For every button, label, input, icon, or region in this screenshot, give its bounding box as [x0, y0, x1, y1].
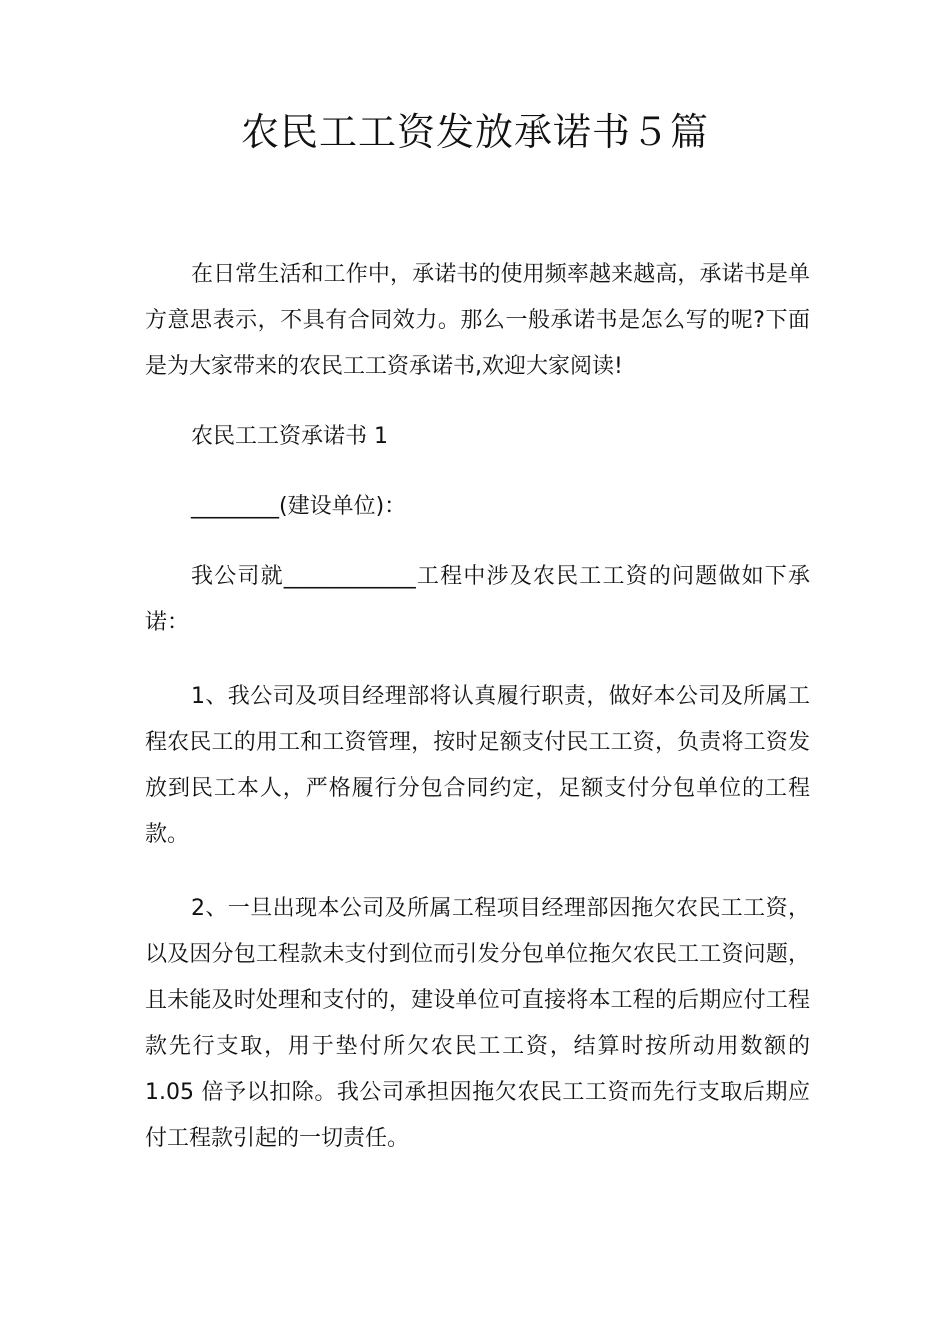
section-heading: 农民工工资承诺书 1	[191, 424, 388, 449]
commitment-item-2: 2、一旦出现本公司及所属工程项目经理部因拖欠农民工工资，以及因分包工程款未支付到位而引发分包单位拖欠农民工工资问题，且未能及时处理和支付的，建设单位可直接将本工程的后期应付工程款先行支取，用于垫付所欠农民工工资，结算时按所动用数额的 1.05 倍予以扣除。我公司承担因拖欠农民工工资而先行支取后期应付工程款引起的一切责任。	[145, 896, 810, 1151]
intro-paragraph: 在日常生活和工作中，承诺书的使用频率越来越高，承诺书是单方意思表示，不具有合同效力。那么一般承诺书是怎么写的呢?下面是为大家带来的农民工工资承诺书,欢迎大家阅读!	[145, 262, 810, 379]
commitment-item-1: 1、我公司及项目经理部将认真履行职责，做好本公司及所属工程农民工的用工和工资管理，按时足额支付民工工资，负责将工资发放到民工本人，严格履行分包合同约定，足额支付分包单位的工程款。	[145, 684, 810, 847]
commitment-intro-paragraph: 我公司就____________工程中涉及农民工工资的问题做如下承诺：	[145, 564, 810, 635]
addressee-line: ________(建设单位)：	[191, 494, 407, 519]
document-title: 农民工工资发放承诺书５篇	[240, 110, 709, 154]
document-body	[145, 252, 810, 1162]
